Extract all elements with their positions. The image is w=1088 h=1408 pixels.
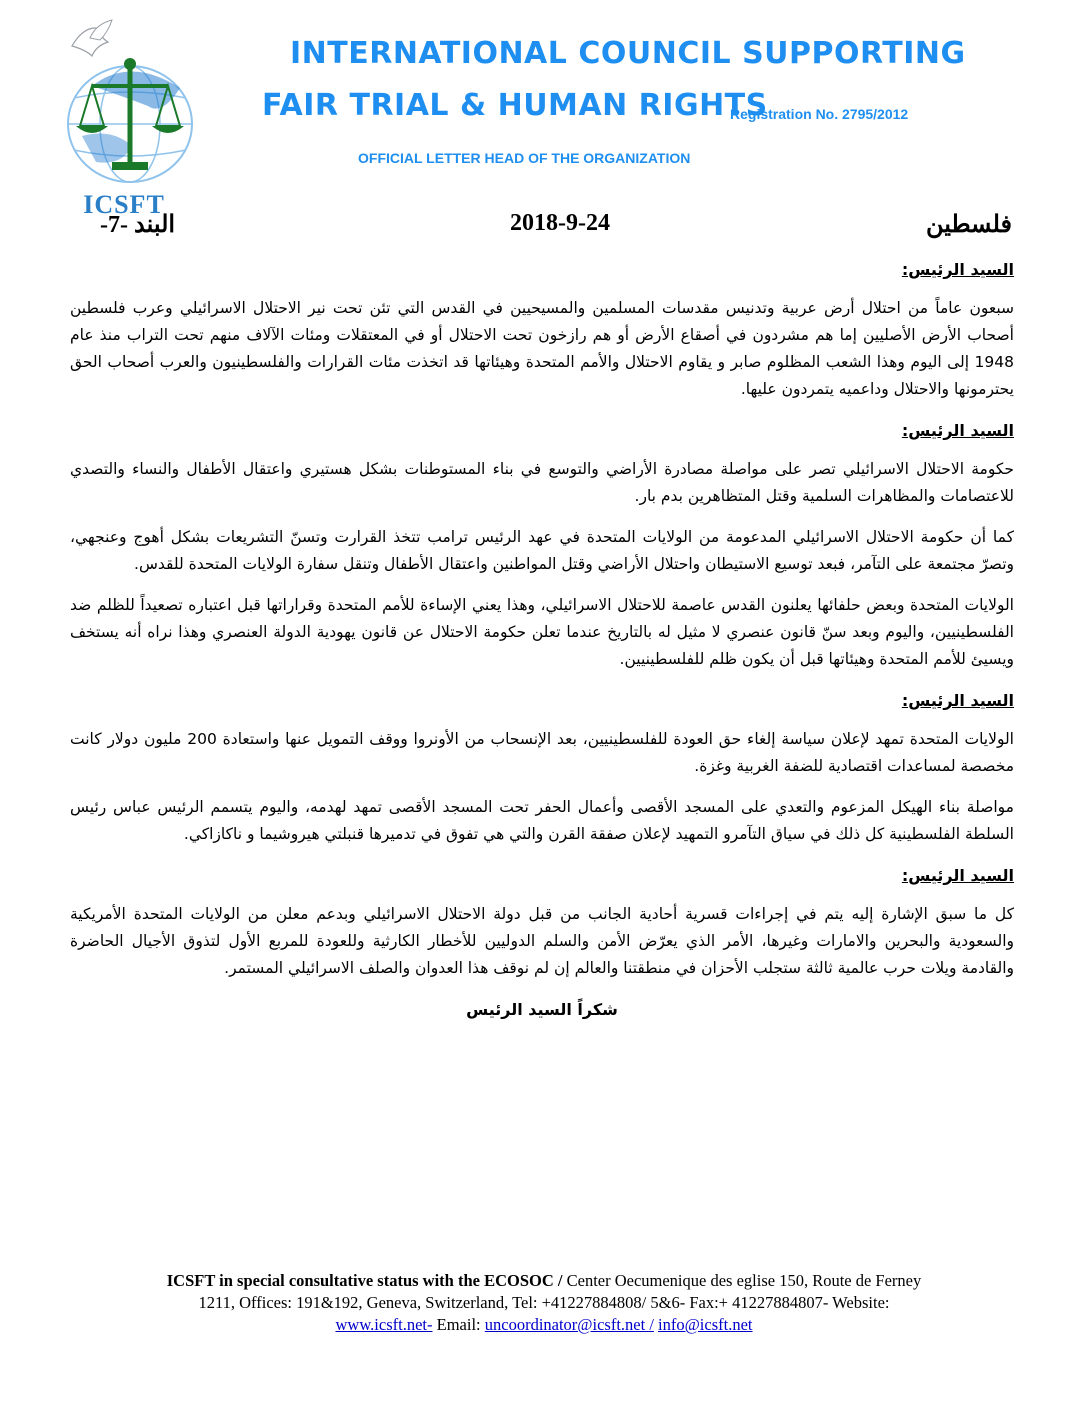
paragraph: سبعون عاماً من احتلال أرض عربية وتدنيس مقدسات المسلمين والمسيحيين في القدس التي تئن تحت نير الاحتلال الاسرائيلي وعرب فلسطين أصحاب الأرض الأصليين إما هم مشردون في أصقاع الأرض أو هم رازخون تحت الاحتلال أو في المعتقلات ومئات الآلاف منهم تحت التراب منذ عام 1948 إلى اليوم وهذا الشعب المظلوم صابر و يقاوم الاحتلال والأمم المتحدة وهيئاتها قد اتخذت مئات القرارات والفلسطينيون والعرب أصحاب الحق يحترمونها والاحتلال وداعميه يتمردون عليها. bbox=[70, 299, 1014, 398]
salutation-heading: السيد الرئيس: bbox=[901, 421, 1014, 440]
organization-name-line-1: INTERNATIONAL COUNCIL SUPPORTING bbox=[290, 36, 966, 71]
paragraph: الولايات المتحدة تمهد لإعلان سياسة إلغاء حق العودة للفلسطينيين، بعد الإنسحاب من الأونروا ووقف التمويل عنها واستعادة 200 مليون دولار كانت مخصصة لمساعدات اقتصادية للضفة الغربية وغزة. bbox=[70, 730, 1014, 775]
agenda-item: البند -7- bbox=[100, 212, 176, 238]
address-line-a: Center Oecumenique des eglise 150, Route de Ferney bbox=[562, 1271, 922, 1290]
letter-body bbox=[70, 256, 1014, 1023]
paragraph: حكومة الاحتلال الاسرائيلي تصر على مواصلة مصادرة الأراضي والتوسع في بناء المستوطنات بشكل هستيري واعتقال الأطفال والنساء والتصدي للاعتصامات والمظاهرات السلمية وقتل المتظاهرين بدم بار. bbox=[70, 460, 1014, 505]
paragraph: مواصلة بناء الهيكل المزعوم والتعدي على المسجد الأقصى وأعمال الحفر تحت المسجد الأقصى تمهد لهدمه، واليوم يتسمم الرئيس عباس رئيس السلطة الفلسطينية كل ذلك في سياق التآمرو التمهيد لإعلان صفقة القرن والتي هي تفوق في تدميرها قنبلتي هيروشيما و ناكازاكي. bbox=[70, 798, 1014, 843]
organization-name-line-2: FAIR TRIAL & HUMAN RIGHTS bbox=[262, 88, 768, 123]
salutation-heading: السيد الرئيس: bbox=[901, 866, 1014, 885]
official-letterhead-label: OFFICIAL LETTER HEAD OF THE ORGANIZATION bbox=[358, 150, 691, 166]
country-name: فلسطين bbox=[925, 212, 1012, 238]
salutation-heading: السيد الرئيس: bbox=[901, 691, 1014, 710]
consultative-status: ICSFT in special consultative status with the ECOSOC / bbox=[166, 1271, 563, 1290]
paragraph: كل ما سبق الإشارة إليه يتم في إجراءات قسرية أحادية الجانب من قبل دولة الاحتلال الاسرائيلي وبدعم معلن من الولايات المتحدة الأمريكية والسعودية والبحرين والامارات وغيرها، الأمر الذي يعرّض الأمن والسلم الدوليين للأخطار الكارثية وللعودة للمربع الأول لتذوق الأجيال الحاضرة والقادمة ويلات حرب عالمية ثالثة ستجلب الأحزان في منطقتنا والعالم إن لم نوقف هذا العدوان والصلف الاسرائيلي المستمر. bbox=[70, 905, 1014, 977]
address-line-b: 1211, Offices: 191&192, Geneva, Switzerland, Tel: +41227884808/ 5&6- Fax:+ 41227884807- Website: bbox=[198, 1293, 890, 1312]
letter-footer bbox=[60, 1270, 1028, 1336]
paragraph: الولايات المتحدة وبعض حلفائها يعلنون القدس عاصمة للاحتلال الاسرائيلي، وهذا يعني الإساءة للأمم المتحدة وقراراتها قبل اعتباره تصعيداً للظلم ضد الفلسطينيين، واليوم وبعد سنّ قانون عنصري لا مثيل له بالتاريخ عندما تعلن حكومة الاحتلال عن قانون يهودية الدولة العنصري وهذا نراه أنه يستخف ويسيئ للأمم المتحدة وهيئاتها قبل أن يكون ظلم للفلسطينيين. bbox=[70, 596, 1014, 668]
dove-scales-globe-logo bbox=[52, 16, 202, 191]
organization-logo bbox=[52, 16, 202, 219]
logo-acronym: ICSFT bbox=[83, 190, 165, 219]
email-link-coordinator[interactable]: uncoordinator@icsft.net / bbox=[484, 1315, 654, 1334]
email-link-info[interactable]: info@icsft.net bbox=[658, 1315, 753, 1334]
email-label: Email: bbox=[432, 1315, 485, 1334]
website-link[interactable]: www.icsft.net- bbox=[335, 1315, 433, 1334]
closing-thanks: شكراً السيد الرئيس bbox=[466, 1000, 618, 1019]
registration-number: Registration No. 2795/2012 bbox=[730, 106, 909, 122]
paragraph: كما أن حكومة الاحتلال الاسرائيلي المدعومة من الولايات المتحدة في عهد الرئيس ترامب تتخذ القرارت وتسنّ التشريعات بشكل أهوج وعنجهي، وتصرّ مجتمعة على التآمر، فبعد توسيع الاستيطان واحتلال الأراضي وقتل المواطنين واعتقال الأطفال وتنقل سفارة الولايات المتحدة للقدس. bbox=[70, 528, 1014, 573]
letter-date: 2018-9-24 bbox=[510, 210, 610, 236]
salutation-heading: السيد الرئيس: bbox=[901, 260, 1014, 279]
